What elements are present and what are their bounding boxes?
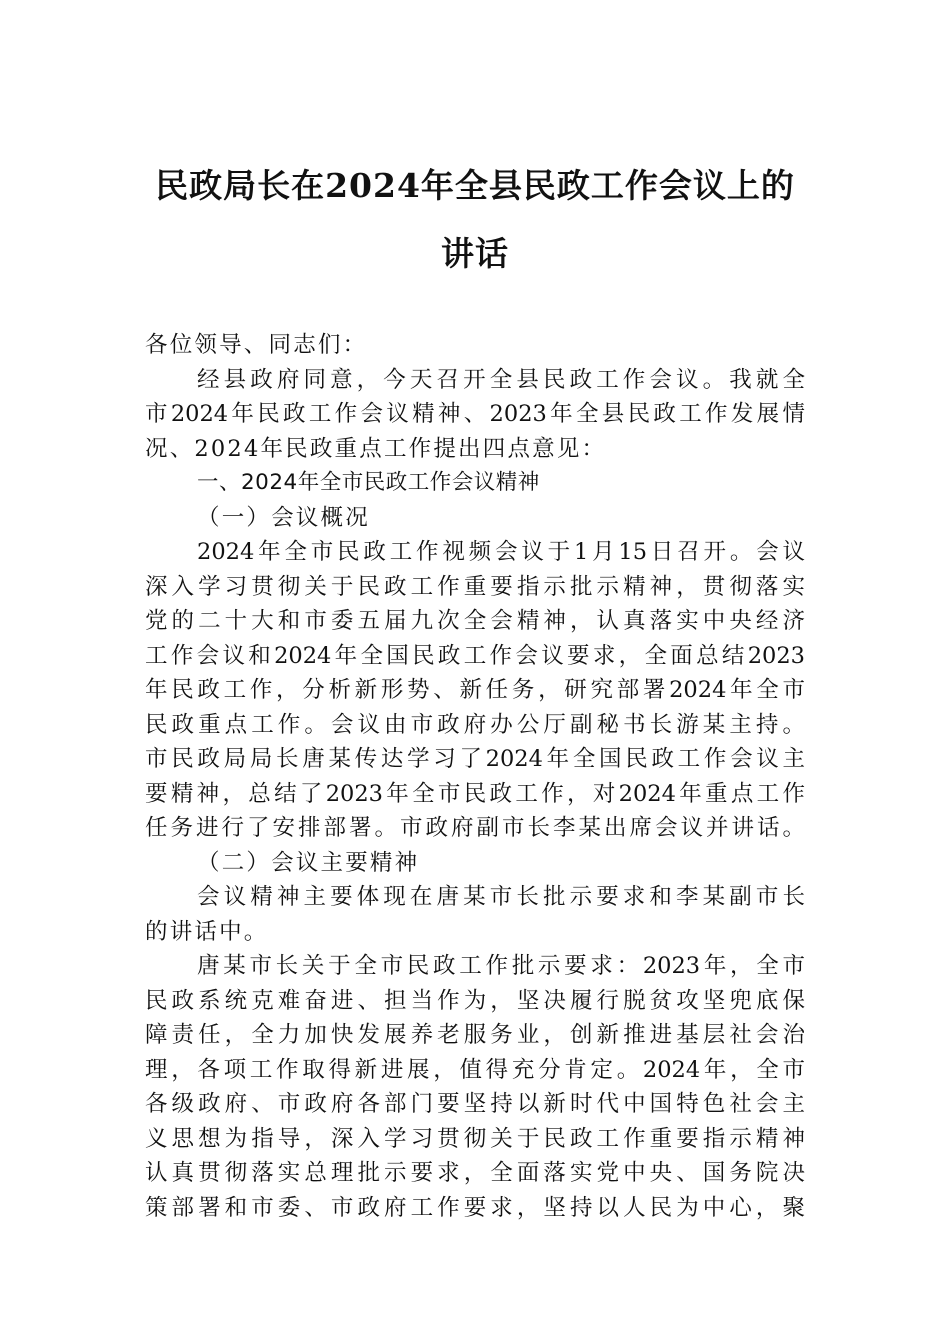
body-line: 民政系统克难奋进、担当作为，坚决履行脱贫攻坚兜底保: [145, 988, 805, 1014]
body-line: 深入学习贯彻关于民政工作重要指示批示精神，贯彻落实: [145, 574, 805, 600]
body-line: 民政重点工作。会议由市政府办公厅副秘书长游某主持。: [145, 712, 805, 738]
body-line: 的讲话中。: [145, 919, 269, 945]
body-line: 要精神，总结了2023年全市民政工作，对2024年重点工作: [145, 781, 805, 807]
body-line: 策部署和市委、市政府工作要求，坚持以人民为中心，聚: [145, 1195, 805, 1221]
body-line: 党的二十大和市委五届九次全会精神，认真落实中央经济: [145, 608, 805, 634]
body-line: 理，各项工作取得新进展，值得充分肯定。2024年，全市: [145, 1057, 805, 1083]
section-heading: 一、2024年全市民政工作会议精神: [197, 470, 540, 495]
body-line: 障责任，全力加快发展养老服务业，创新推进基层社会治: [145, 1022, 805, 1048]
body-line: 市民政局局长唐某传达学习了2024年全国民政工作会议主: [145, 746, 805, 772]
body-line: 任务进行了安排部署。市政府副市长李某出席会议并讲话。: [145, 815, 805, 841]
document-title-line-1: 民政局长在2024年全县民政工作会议上的: [155, 166, 795, 205]
document-title-line-2: 讲话: [441, 234, 509, 273]
salutation: 各位领导、同志们：: [145, 332, 368, 358]
body-line: 义思想为指导，深入学习贯彻关于民政工作重要指示精神: [145, 1126, 805, 1152]
subsection-heading: （二）会议主要精神: [197, 850, 420, 876]
body-line: 经县政府同意，今天召开全县民政工作会议。我就全: [197, 367, 805, 393]
body-line: 各级政府、市政府各部门要坚持以新时代中国特色社会主: [145, 1091, 805, 1117]
subsection-heading: （一）会议概况: [197, 505, 370, 531]
body-line: 认真贯彻落实总理批示要求，全面落实党中央、国务院决: [145, 1160, 805, 1186]
body-line: 唐某市长关于全市民政工作批示要求：2023年，全市: [197, 953, 805, 979]
body-line: 况、2024年民政重点工作提出四点意见：: [145, 436, 607, 462]
body-line: 年民政工作，分析新形势、新任务，研究部署2024年全市: [145, 677, 805, 703]
body-line: 市2024年民政工作会议精神、2023年全县民政工作发展情: [145, 401, 805, 427]
body-line: 2024年全市民政工作视频会议于1月15日召开。会议: [197, 539, 805, 565]
body-line: 工作会议和2024年全国民政工作会议要求，全面总结2023: [145, 643, 805, 669]
body-line: 会议精神主要体现在唐某市长批示要求和李某副市长: [197, 884, 805, 910]
